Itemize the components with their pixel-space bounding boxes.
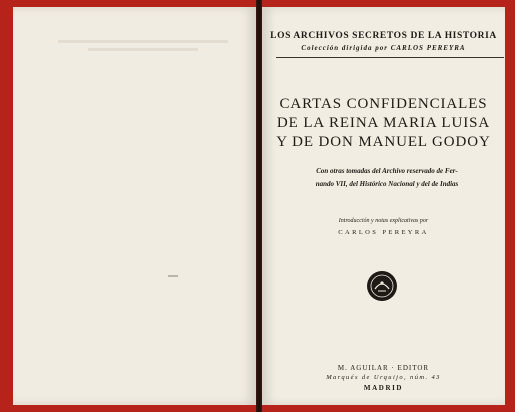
book-title-line: Y DE DON MANUEL GODOY bbox=[276, 134, 491, 150]
bleed-through-line bbox=[58, 40, 228, 43]
publisher-city: MADRID bbox=[363, 384, 404, 392]
publisher-address: Marqués de Urquijo, núm. 43 bbox=[326, 374, 441, 381]
header-rule bbox=[276, 57, 504, 58]
book-title-line: DE LA REINA MARIA LUISA bbox=[276, 115, 491, 131]
series-subtitle: Colección dirigida por CARLOS PEREYRA bbox=[301, 44, 466, 52]
book-title bbox=[262, 95, 505, 152]
introduction-author: CARLOS PEREYRA bbox=[338, 229, 429, 236]
book-subtitle-line: Con otras tomadas del Archivo reservado de Fer- bbox=[316, 167, 458, 175]
bleed-through-line bbox=[88, 48, 198, 51]
book-subtitle-line: nando VII, del Histórico Nacional y del de Indias bbox=[315, 180, 459, 188]
book-title-line: CARTAS CONFIDENCIALES bbox=[279, 96, 488, 112]
book-subtitle bbox=[292, 165, 482, 191]
left-page bbox=[13, 7, 256, 405]
introduction-label: Introducción y notas explicativas por bbox=[338, 218, 429, 224]
publisher-emblem-icon bbox=[366, 270, 398, 302]
publisher-name: M. AGUILAR · EDITOR bbox=[337, 364, 430, 372]
title-page bbox=[262, 7, 505, 405]
series-title: LOS ARCHIVOS SECRETOS DE LA HISTORIA bbox=[270, 31, 497, 41]
page-mark bbox=[168, 275, 178, 277]
